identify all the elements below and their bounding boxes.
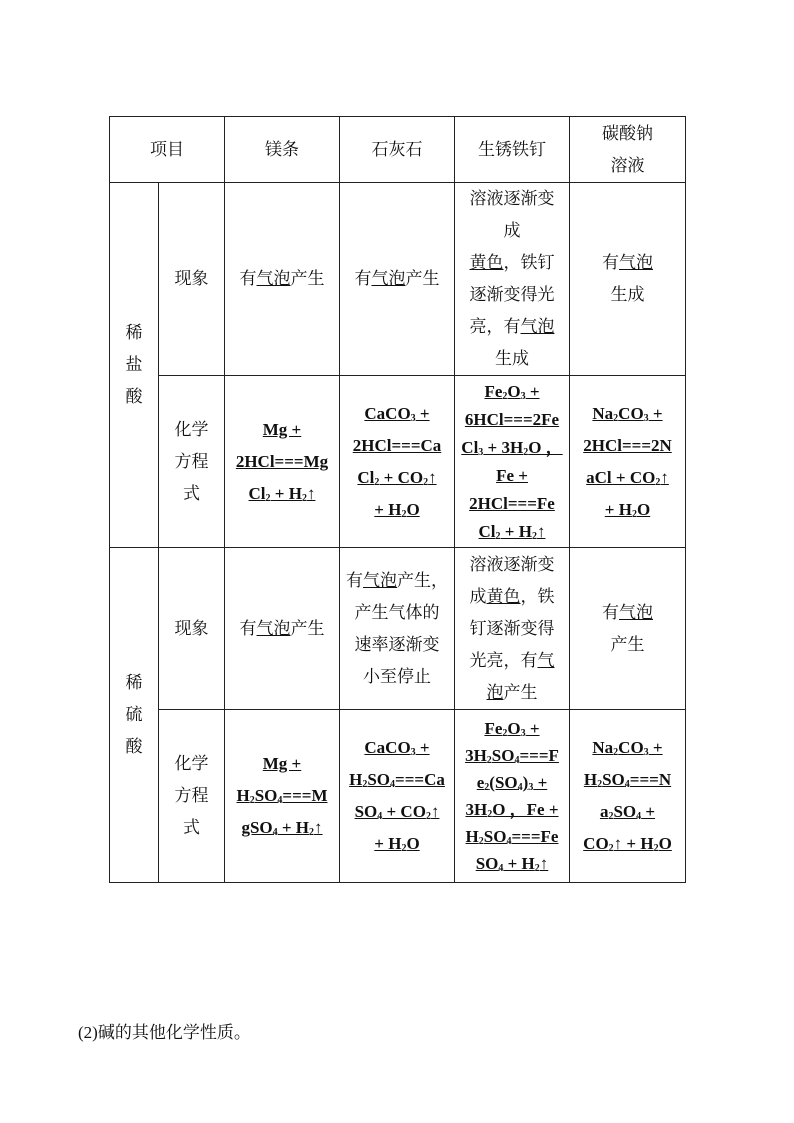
hcl-group-label: 稀 盐 酸 [110, 183, 159, 548]
h2so4-mg-phenomenon: 有气泡产生 [225, 548, 340, 710]
h2so4-nail-phenomenon: 溶液逐渐变 成黄色，铁 钉逐渐变得 光亮，有气 泡产生 [455, 548, 570, 710]
hcl-mg-equation: Mg + 2HCl===Mg $Cl_2$ + $H_2↑$ [225, 376, 340, 548]
header-rusty-nail: 生锈铁钉 [455, 117, 570, 183]
header-row [110, 117, 686, 183]
h2so4-na2co3-phenomenon: 有气泡 产生 [570, 548, 686, 710]
h2so4-nail-equation: $Fe_2O_3$ + $3H_2SO_4===F$ $e_2(SO_4)_3$ + $3H_2O$ ，Fe + $H_2SO_4===Fe$ $SO_4$ + $H_2↑$ [455, 710, 570, 883]
hcl-phenomenon-row [110, 183, 686, 376]
header-sodium-carbonate: 碳酸钠 溶液 [570, 117, 686, 183]
section-text: 碱的其他化学性质。 [97, 1023, 251, 1043]
h2so4-limestone-equation: CaCO$_3$ + $H_2SO_4===Ca$ $SO_4$ + $CO_2↑$ + $H_2O$ [340, 710, 455, 883]
h2so4-equation-row [110, 710, 686, 883]
header-limestone: 石灰石 [340, 117, 455, 183]
hcl-na2co3-phenomenon: 有气泡 生成 [570, 183, 686, 376]
hcl-limestone-phenomenon: 有气泡产生 [340, 183, 455, 376]
section-number: (2) [78, 1023, 98, 1042]
hcl-mg-phenomenon: 有气泡产生 [225, 183, 340, 376]
hcl-limestone-equation: CaCO$_3$ + 2HCl===Ca $Cl_2$ + $CO_2↑$ + $H_2O$ [340, 376, 455, 548]
h2so4-na2co3-equation: $Na_2CO_3$ + $H_2SO_4===N$ $a_2SO_4$ + $CO_2↑ + H_2O$ [570, 710, 686, 883]
hcl-equation-label: 化学 方程 式 [159, 376, 225, 548]
hcl-nail-equation: $Fe_2O_3$ + 6HCl===2Fe $Cl_3 + 3H_2O$ ， Fe + 2HCl===Fe $Cl_2$ + $H_2↑$ [455, 376, 570, 548]
h2so4-mg-equation: Mg + $H_2SO_4===M$ $gSO_4 + H_2↑$ [225, 710, 340, 883]
section-heading [78, 1018, 251, 1043]
hcl-phenomenon-label: 现象 [159, 183, 225, 376]
h2so4-phenomenon-label: 现象 [159, 548, 225, 710]
hcl-na2co3-equation: $Na_2CO_3$ + 2HCl===2N aCl + $CO_2↑$ + $H_2O$ [570, 376, 686, 548]
h2so4-equation-label: 化学 方程 式 [159, 710, 225, 883]
hcl-equation-row [110, 376, 686, 548]
hcl-nail-phenomenon: 溶液逐渐变 成 黄色，铁钉 逐渐变得光 亮，有气泡 生成 [455, 183, 570, 376]
acid-properties-table [109, 116, 686, 883]
header-item: 项目 [110, 117, 225, 183]
header-mg: 镁条 [225, 117, 340, 183]
h2so4-phenomenon-row [110, 548, 686, 710]
h2so4-limestone-phenomenon: 有气泡产生， 产生气体的 速率逐渐变 小至停止 [340, 548, 455, 710]
h2so4-group-label: 稀 硫 酸 [110, 548, 159, 883]
